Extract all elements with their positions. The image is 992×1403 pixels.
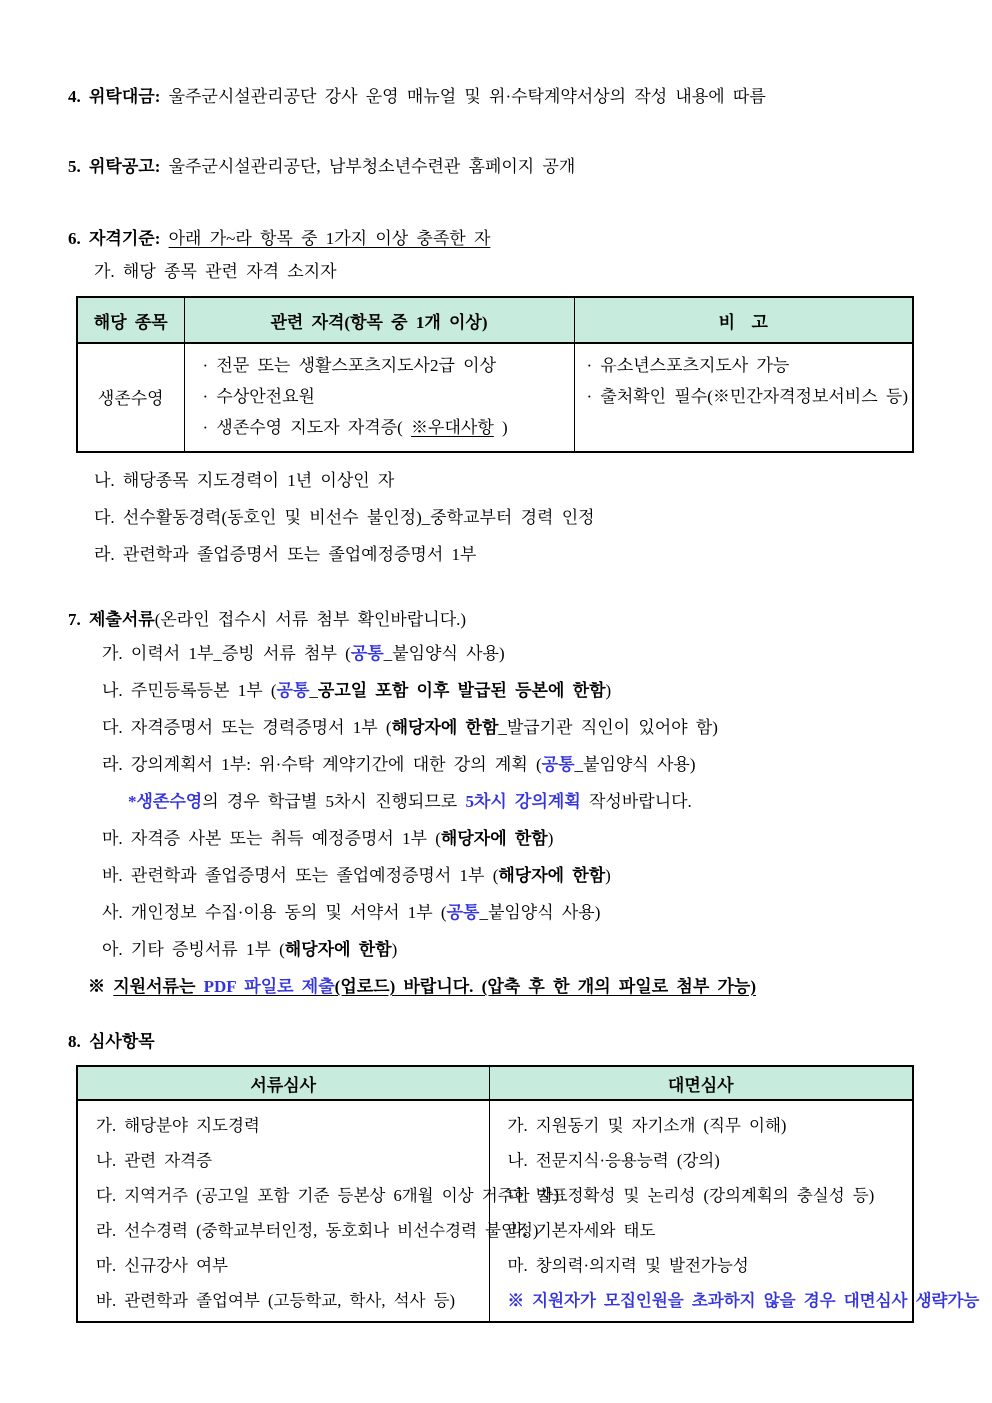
qualification-table-header-subject: 해당 종목 [77,297,184,343]
line-text: 작성바랍니다. [580,792,692,811]
line-text: 아. 기타 증빙서류 1부 ( [102,940,285,959]
review-table-row [77,1246,913,1281]
line-text: _붙임양식 사용) [479,903,601,922]
note-item: · 유소년스포츠지도사 가능 [586,356,790,375]
section-4 [68,86,916,108]
emphasis-text: 해당자에 한함 [440,829,548,848]
document-review-item: 라. 선수경력 (중학교부터인정, 동호회나 비선수경력 불인정) [77,1211,489,1246]
qualification-table-header-row [77,297,913,343]
review-table-row [77,1281,913,1322]
section-6-criteria: 아래 가~라 항목 중 1가지 이상 충족한 자 [168,229,491,248]
section-7-title-paren: (온라인 접수시 서류 첨부 확인바랍니다.) [154,610,467,629]
section-6-heading [68,228,916,250]
submission-line-na [102,672,916,709]
common-form-label: 공통 [350,644,384,663]
section-6-list [94,462,916,573]
qualification-table-header-quals: 관련 자격(항목 중 1개 이상) [184,297,574,343]
interview-review-item: 다. 발표정확성 및 논리성 (강의계획의 충실성 등) [489,1176,913,1211]
line-text: 라. 강의계획서 1부: 위·수탁 계약기간에 대한 강의 계획 ( [102,755,542,774]
section-6-item-na: 나. 해당종목 지도경력이 1년 이상인 자 [94,471,395,490]
section-7-list [68,635,916,1005]
section-5-number: 5. [68,157,81,176]
qualification-item: · 전문 또는 생활스포츠지도사2급 이상 [202,356,496,375]
qualification-item [185,412,574,443]
line-text: ) [391,940,398,959]
qualification-item-text: ) [493,418,508,437]
line-text: 다. 자격증명서 또는 경력증명서 1부 ( [102,718,392,737]
section-8-title: 심사항목 [89,1032,155,1051]
qualification-table-header-notes: 비 고 [574,297,913,343]
section-8-number: 8. [68,1032,81,1051]
section-6-item-da: 다. 선수활동경력(동호인 및 비선수 불인정)_중학교부터 경력 인정 [94,508,595,527]
survival-swim-note [128,783,916,820]
emphasis-text: 공고일 포함 이후 발급된 등본에 한함 [317,681,606,700]
review-table-row [77,1141,913,1176]
qualification-item: · 수상안전요원 [202,387,315,406]
line-text: 바. 관련학과 졸업증명서 또는 졸업예정증명서 1부 ( [102,866,499,885]
interview-review-item: 가. 지원동기 및 자기소개 (직무 이해) [489,1100,913,1141]
line-text: ) [605,681,612,700]
line-text: 나. 주민등록등본 1부 ( [102,681,277,700]
submission-line-ma [102,820,916,857]
interview-review-item: 라. 기본자세와 태도 [489,1211,913,1246]
pdf-submission-note [88,968,916,1005]
line-text: ) [547,829,554,848]
section-4-number: 4. [68,87,81,106]
qualification-item-text: · 생존수영 지도자 자격증( [202,418,412,437]
line-text: 마. 자격증 사본 또는 취득 예정증명서 1부 ( [102,829,441,848]
section-6-item-ra: 라. 관련학과 졸업증명서 또는 졸업예정증명서 1부 [94,545,477,564]
submission-line-ra [102,746,916,783]
section-4-title: 위탁대금: [89,87,161,106]
emphasis-text: 해당자에 한함 [284,940,392,959]
qualification-table [76,296,914,453]
section-6-item-ga: 가. 해당 종목 관련 자격 소지자 [94,262,337,281]
line-text: _발급기관 직인이 있어야 함) [498,718,718,737]
review-table-row [77,1211,913,1246]
section-7-number: 7. [68,610,81,629]
line-text: (업로드) 바랍니다. (압축 후 한 개의 파일로 첨부 가능) [334,977,756,996]
section-7-heading [68,609,916,631]
line-text: _붙임양식 사용) [574,755,696,774]
line-text: 사. 개인정보 수집·이용 동의 및 서약서 1부 ( [102,903,447,922]
section-5-body: 울주군시설관리공단, 남부청소년수련관 홈페이지 공개 [168,157,576,176]
line-text: 가. 이력서 1부_증빙 서류 첨부 ( [102,644,351,663]
section-5-title: 위탁공고: [89,157,161,176]
review-table-header-row [77,1066,913,1100]
preferred-qualification-label: ※우대사항 [411,418,494,437]
emphasis-text: 해당자에 한함 [498,866,606,885]
review-table-header-interview: 대면심사 [489,1066,913,1100]
notes-cell [574,343,913,452]
interview-review-item: 마. 창의력·의지력 및 발전가능성 [489,1246,913,1281]
interview-skip-note: ※ 지원자가 모집인원을 초과하지 않을 경우 대면심사 생략가능 [489,1281,913,1322]
line-text: 의 경우 학급별 5차시 진행되므로 [202,792,466,811]
note-item: · 출처확인 필수(※민간자격정보서비스 등) [586,387,908,406]
qualification-table-body-row [77,343,913,452]
review-table-header-document: 서류심사 [77,1066,489,1100]
section-6-title: 자격기준: [89,229,161,248]
submission-line-da [102,709,916,746]
qualifications-cell [184,343,574,452]
common-form-label: 공통 [276,681,310,700]
line-text: _붙임양식 사용) [383,644,505,663]
review-table-row [77,1100,913,1141]
reference-mark: ※ [88,977,114,996]
section-7-title: 제출서류 [89,610,155,629]
submission-line-sa [102,894,916,931]
section-6-number: 6. [68,229,81,248]
line-text: _ [309,681,318,700]
common-form-label: 공통 [541,755,575,774]
section-8-heading [68,1031,916,1053]
subject-cell: 생존수영 [77,343,184,452]
lecture-plan-label: 5차시 강의계획 [465,792,581,811]
document-review-item: 마. 신규강사 여부 [77,1246,489,1281]
common-form-label: 공통 [446,903,480,922]
document-review-item: 바. 관련학과 졸업여부 (고등학교, 학사, 석사 등) [77,1281,489,1322]
emphasis-text: 해당자에 한함 [391,718,499,737]
pdf-upload-label: PDF 파일로 제출 [203,977,335,996]
review-table-row [77,1176,913,1211]
submission-line-ba [102,857,916,894]
submission-line-ga [102,635,916,672]
section-5 [68,156,916,178]
section-4-body: 울주군시설관리공단 강사 운영 매뉴얼 및 위·수탁계약서상의 작성 내용에 따름 [168,87,766,106]
line-text: 지원서류는 [113,977,204,996]
document-review-item: 나. 관련 자격증 [77,1141,489,1176]
survival-swim-label: *생존수영 [128,792,203,811]
document-review-item: 가. 해당분야 지도경력 [77,1100,489,1141]
review-table [76,1065,980,1323]
document-review-item: 다. 지역거주 (공고일 포함 기준 등본상 6개월 이상 거주한 자) [77,1176,489,1211]
submission-line-ah [102,931,916,968]
line-text: ) [605,866,611,885]
interview-review-item: 나. 전문지식·응용능력 (강의) [489,1141,913,1176]
